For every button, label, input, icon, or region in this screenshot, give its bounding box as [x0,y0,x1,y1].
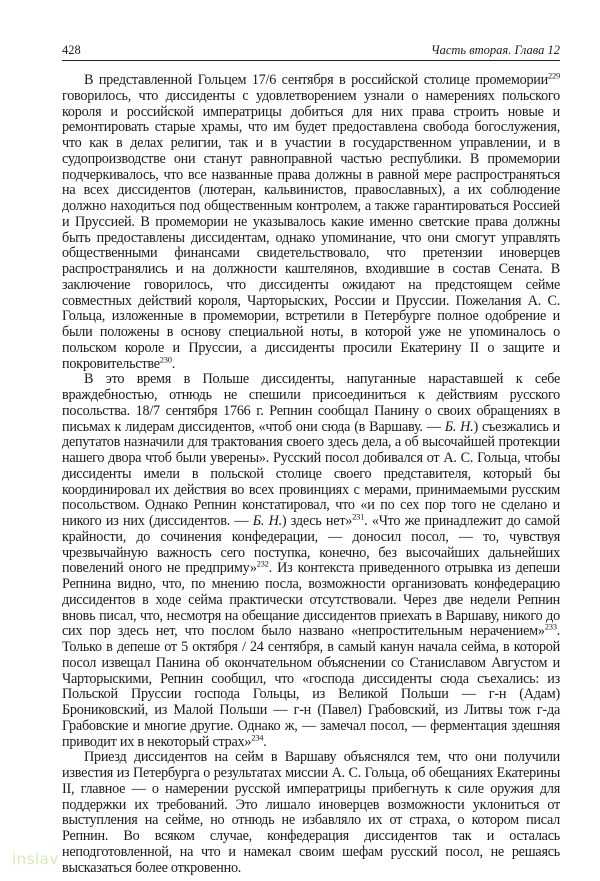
footnote-ref: 230 [159,353,172,364]
text-run: говорилось, что диссиденты с удовлетворением узнали о намерениях польского короля и российской императрицы добиться для них права строить новые и ремонтировать старые храмы, что им будет предоставлена свобода богослужения, что как в делах религии, так и в участии в государственном управлении, и в судопроизводстве они станут равноправной частью республики. В промемории подчеркивалось, что все названные права должны в равной мере распространяться на всех диссидентов (лютеран, кальвинистов, православных), а их соблюдение должно находиться под общественным контролем, а также гарантироваться Россией и Пруссией. В промемории не указывалось какие именно светские права должны быть предоставлены диссидентам, однако упоминание, что они смогут управлять общественными финансами свидетельствовало, что претензии иноверцев распространялись и на должности каштелянов, входившие в состав Сената. В заключение говорилось, что диссиденты ожидают на предстоящем сейме совместных действий короля, Чарторыских, России и Пруссии. Пожелания А. С. Гольца, изложенные в промемории, встретили в Петербурге полное одобрение и были положены в основу специальной ноты, в которой уже не упоминалось о польском короле и Пруссии, а диссиденты просили Екатерину II о защите и покровительстве [62,87,560,372]
footnote-ref: 229 [548,70,560,81]
author-initials: Б. Н. [444,418,474,435]
text-run: ) съезжались и депутатов назначили для трактования своего здесь дела, а об высочайшей протекции нашего двора чтоб были уверены». Русский посол добивался от А. С. Гольца, чтобы диссиденты имели в польской столице своего представителя, который бы координировал их действия во всех провинциях с мерами, принимаемыми русским посольством. Однако Репнин констатировал, что «и по сех пор того не сделано и никого из них (диссидентов. — [62,418,561,529]
text-run: . «Что же принадлежит до самой крайности, до сочинения конфедерации, — доносил посол, — то, чувствуя чрезвычайную важность сего поступка, конечно, без высочайших дальнейших повелений оного не предприму» [62,513,560,577]
text-run: . Из контекста приведенного отрывка из депеши Репнина видно, что, по мнению посла, возможности организовать конфедерацию диссидентов в ходе сейма практически отсутствовали. Через две недели Репнин вновь писал, что, несмотря на обещание диссидентов приехать в Варшаву, никого до сих пор здесь нет, что послом было названо «непростительным нерачением» [62,560,560,640]
paragraph [62,372,560,750]
text-run: . [171,355,176,372]
footnote-ref: 234 [251,731,264,742]
running-title: Часть вторая. Глава 12 [430,43,560,57]
page-number: 428 [62,43,81,57]
author-initials: Б. Н. [252,513,282,529]
footnote-ref: 231 [352,511,365,522]
text-run: ) здесь нет» [281,513,353,529]
body-text [62,70,561,876]
text-run: Приезд диссидентов на сейм в Варшаву объяснялся тем, что они получили известия из Петербурга о результатах миссии А. С. Гольца, об обещаниях Екатерины II, главное — о намерении русской императрицы прибегнуть к силе оружия для поддержки их требований. Это лишало иноверцев возможности уклониться от выступления на сейме, но отнюдь не избавляло их от страха, о котором писал Репнин. Во всяком случае, конфедерация диссидентов так и осталась неподготовленной, на что и намекал своим шефам русский посол, не решаясь высказаться более откровенно. [62,749,560,876]
page-header [62,40,560,61]
watermark: inslav [12,850,59,868]
footnote-ref: 233 [544,621,557,632]
paragraph [62,70,560,372]
text-run: . Только в депеше от 5 октября / 24 сентября, в самый канун начала сейма, в которой посол извещал Панина об окончательном объяснении со Станиславом Августом и Чарторыскими, Репнин сообщил, что «господа диссиденты сюда съехались: из Польской Пруссии господа Гольцы, из Великой Польши — г-н (Адам) Брониковский, из Малой Польши — г-н (Павел) Грабовский, из Литвы тож г-да Грабовские и многие другие. Однако ж, — замечал посол, — ферментация здешняя приводит их в некоторый страх» [62,623,560,750]
text-run: . [263,733,267,750]
text-run: В это время в Польше диссиденты, напуганные нараставшей к себе враждебностью, отнюдь не спешили присоединиться к действиям русского посольства. 18/7 сентября 1766 г. Репнин сообщал Панину о своих обращениях в письмах к лидерам диссидентов, «чтоб они сюда (в Варшаву. — [62,371,560,435]
text-run: В представленной Гольцем 17/6 сентября в российской столице промемории [84,72,548,88]
paragraph [62,750,560,876]
footnote-ref: 232 [256,558,269,569]
